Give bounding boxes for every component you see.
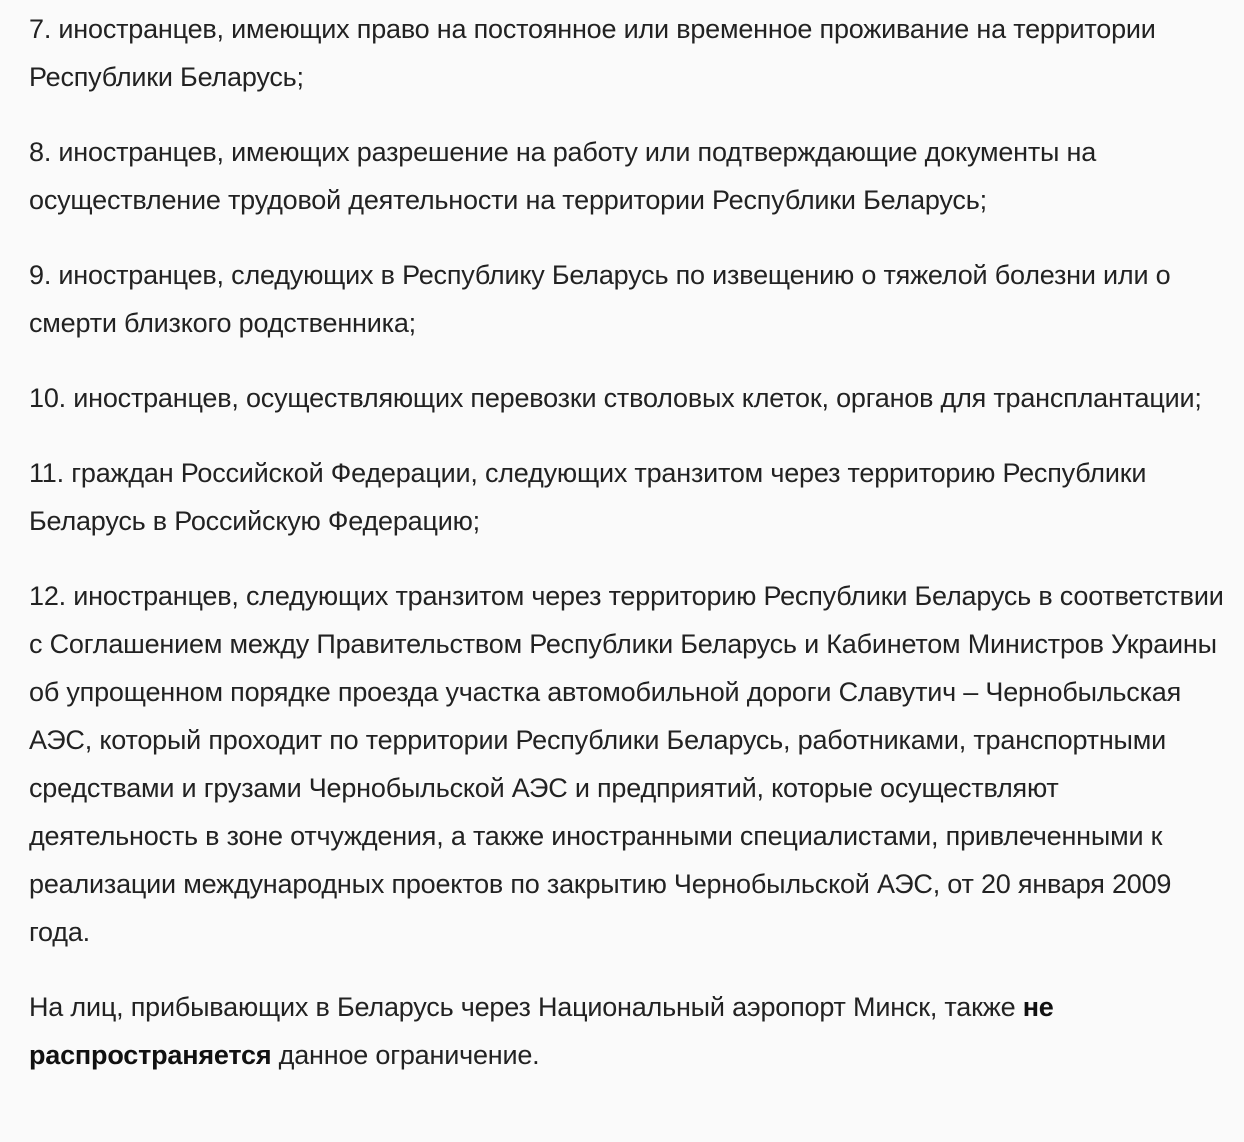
list-item-7: 7. иностранцев, имеющих право на постоянное или временное проживание на территории Республики Беларусь; [29,14,1156,92]
list-item-8: 8. иностранцев, имеющих разрешение на работу или подтверждающие документы на осуществление трудовой деятельности на территории Республики Беларусь; [29,137,1097,215]
list-item-12: 12. иностранцев, следующих транзитом через территорию Республики Беларусь в соответствии с Соглашением между Правительством Республики Беларусь и Кабинетом Министров Украины об упрощенном порядке проезда участка автомобильной дороги Славутич – Чернобыльская АЭС, который проходит по территории Республики Беларусь, работниками, транспортными средствами и грузами Чернобыльской АЭС и предприятий, которые осуществляют деятельность в зоне отчуждения, а также иностранными специалистами, привлеченными к реализации международных проектов по закрытию Чернобыльской АЭС, от 20 января 2009 года. [29,581,1224,947]
list-item-11: 11. граждан Российской Федерации, следующих транзитом через территорию Республики Беларусь в Российскую Федерацию; [29,458,1147,536]
list-item-10: 10. иностранцев, осуществляющих перевозки стволовых клеток, органов для трансплантации; [29,383,1202,413]
closing-text-start: На лиц, прибывающих в Беларусь через Национальный аэропорт Минск, также [29,992,1023,1022]
list-item-9: 9. иностранцев, следующих в Республику Беларусь по извещению о тяжелой болезни или о смерти близкого родственника; [29,260,1171,338]
closing-text-end: данное ограничение. [271,1040,540,1070]
closing-emphasis: не распространяется [29,992,1054,1070]
closing-paragraph [29,983,1228,1079]
